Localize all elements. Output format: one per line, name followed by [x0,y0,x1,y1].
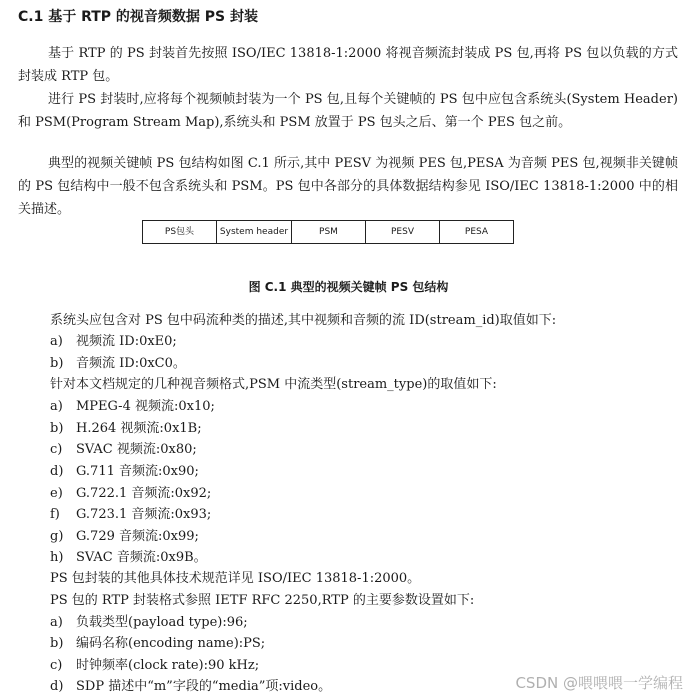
list-item [50,439,197,460]
list-item [50,504,211,525]
list-item [50,331,177,352]
list-marker: c) [50,442,63,457]
list-item-text: G.722.1 音频流:0x92; [76,486,212,501]
list-marker: a) [50,615,63,630]
list-item-text: SVAC 音频流:0x9B。 [76,550,207,565]
paragraph-ps-encapsulation: 进行 PS 封装时,应将每个视频帧封装为一个 PS 包,且每个关键帧的 PS 包中应包含系统头(System Header)和 PSM(Program Stream Map),系统头和 PSM 放置于 PS 包头之后、第一个 PES 包之前。 [18,92,678,130]
list-item [50,676,331,697]
list-item-text: 音频流 ID:0xC0。 [76,356,186,371]
list-item [50,526,199,547]
list-marker: e) [50,486,63,501]
ps-spec-note: PS 包封装的其他具体技术规范详见 ISO/IEC 13818-1:2000。 [50,571,421,586]
ps-packet-structure-figure [142,220,514,244]
list-marker: b) [50,636,64,651]
list-item-text: SVAC 视频流:0x80; [76,442,197,457]
list-marker: c) [50,658,63,673]
list-marker: a) [50,334,63,349]
rtp-intro: PS 包的 RTP 封装格式参照 IETF RFC 2250,RTP 的主要参数设置如下: [50,593,475,608]
list-marker: g) [50,529,64,544]
list-marker: b) [50,421,64,436]
list-marker: f) [50,507,60,522]
list-marker: d) [50,464,64,479]
list-item-text: G.729 音频流:0x99; [76,529,199,544]
list-item [50,655,259,676]
list-item-text: SDP 描述中“m”字段的“media”项:video。 [76,679,332,694]
list-item [50,612,248,633]
list-item-text: 编码名称(encoding name):PS; [76,636,266,651]
stream-id-intro: 系统头应包含对 PS 包中码流种类的描述,其中视频和音频的流 ID(stream_id)取值如下: [50,313,557,328]
list-item-text: 视频流 ID:0xE0; [76,334,177,349]
list-item [50,461,199,482]
list-item [50,353,186,374]
list-item [50,418,202,439]
list-item [50,396,215,417]
list-item-text: 负载类型(payload type):96; [76,615,248,630]
list-item-text: G.711 音频流:0x90; [76,464,199,479]
figure-cell-system-header: System header [217,221,292,244]
section-title: C.1 基于 RTP 的视音频数据 PS 封装 [18,9,259,25]
figure-cell-psm: PSM [292,221,366,244]
paragraph-ps-overview: 基于 RTP 的 PS 封装首先按照 ISO/IEC 13818-1:2000 将视音频流封装成 PS 包,再将 PS 包以负载的方式封装成 RTP 包。 [18,46,678,84]
watermark: CSDN @喂喂喂一学编程 [515,674,683,692]
paragraph-keyframe-structure: 典型的视频关键帧 PS 包结构如图 C.1 所示,其中 PESV 为视频 PES 包,PESA 为音频 PES 包,视频非关键帧的 PS 包结构中一般不包含系统头和 PSM。PS 包中各部分的具体数据结构参见 ISO/IEC 13818-1:2000 中的相关描述。 [18,156,678,217]
list-item [50,483,211,504]
list-item-text: MPEG-4 视频流:0x10; [76,399,215,414]
stream-type-intro: 针对本文档规定的几种视音频格式,PSM 中流类型(stream_type)的取值如下: [50,377,497,392]
list-marker: b) [50,356,64,371]
list-item [50,633,265,654]
figure-cell-pesv: PESV [366,221,440,244]
list-item [50,547,207,568]
figure-caption: 图 C.1 典型的视频关键帧 PS 包结构 [248,280,449,294]
list-item-text: G.723.1 音频流:0x93; [76,507,212,522]
figure-cell-ps-header: PS包头 [143,221,217,244]
list-marker: h) [50,550,64,565]
figure-cell-pesa: PESA [440,221,514,244]
list-marker: d) [50,679,64,694]
list-item-text: 时钟频率(clock rate):90 kHz; [76,658,260,673]
list-item-text: H.264 视频流:0x1B; [76,421,202,436]
list-marker: a) [50,399,63,414]
